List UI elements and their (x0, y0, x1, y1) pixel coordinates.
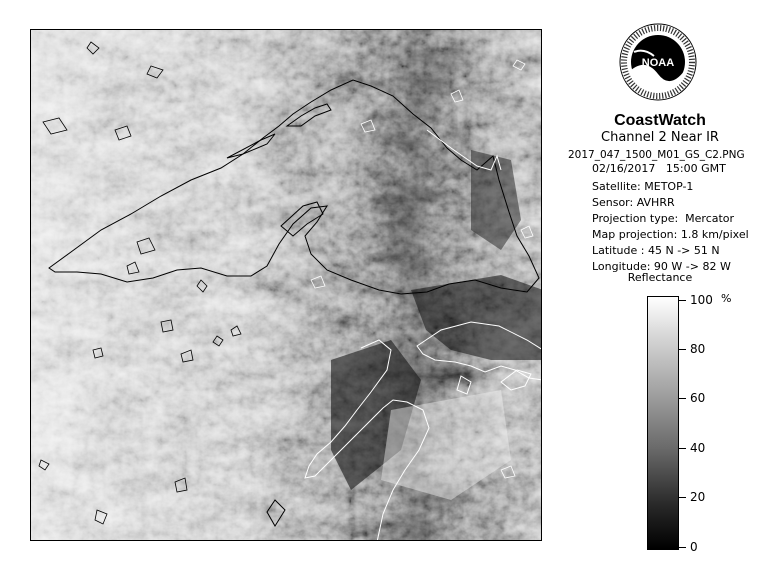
longitude-info: Longitude: 90 W -> 82 W (592, 260, 731, 273)
legend-title: Reflectance (627, 271, 693, 284)
channel-label: Channel 2 Near IR (601, 130, 719, 145)
reflectance-colorbar (647, 296, 679, 550)
sensor-info: Sensor: AVHRR (592, 196, 675, 209)
satellite-image-svg (31, 30, 542, 541)
latitude-info: Latitude : 45 N -> 51 N (592, 244, 720, 257)
legend-tick (679, 448, 686, 449)
filename-label: 2017_047_1500_M01_GS_C2.PNG (568, 149, 745, 161)
legend-tick (679, 398, 686, 399)
legend-tick-label: 20 (690, 490, 706, 504)
noaa-logo-svg (618, 18, 698, 110)
legend-tick (679, 497, 686, 498)
projection-type-info: Projection type: Mercator (592, 212, 735, 225)
legend-tick (679, 349, 686, 350)
noaa-logo (618, 18, 698, 110)
coastwatch-title: CoastWatch (614, 112, 706, 129)
date-time-label: 02/16/2017 15:00 GMT (592, 162, 726, 175)
map-projection-info: Map projection: 1.8 km/pixel (592, 228, 749, 241)
legend-tick-label: 0 (690, 540, 698, 554)
legend-tick (679, 300, 686, 301)
logo-text: NOAA (641, 57, 675, 69)
legend-tick-label: 80 (690, 342, 706, 356)
satellite-info: Satellite: METOP-1 (592, 180, 694, 193)
satellite-image (30, 29, 542, 541)
legend-tick-label: 100 (690, 293, 713, 307)
legend-tick-label: 60 (690, 391, 706, 405)
legend-unit: % (721, 292, 732, 305)
legend-tick (679, 547, 686, 548)
legend-tick-label: 40 (690, 441, 706, 455)
